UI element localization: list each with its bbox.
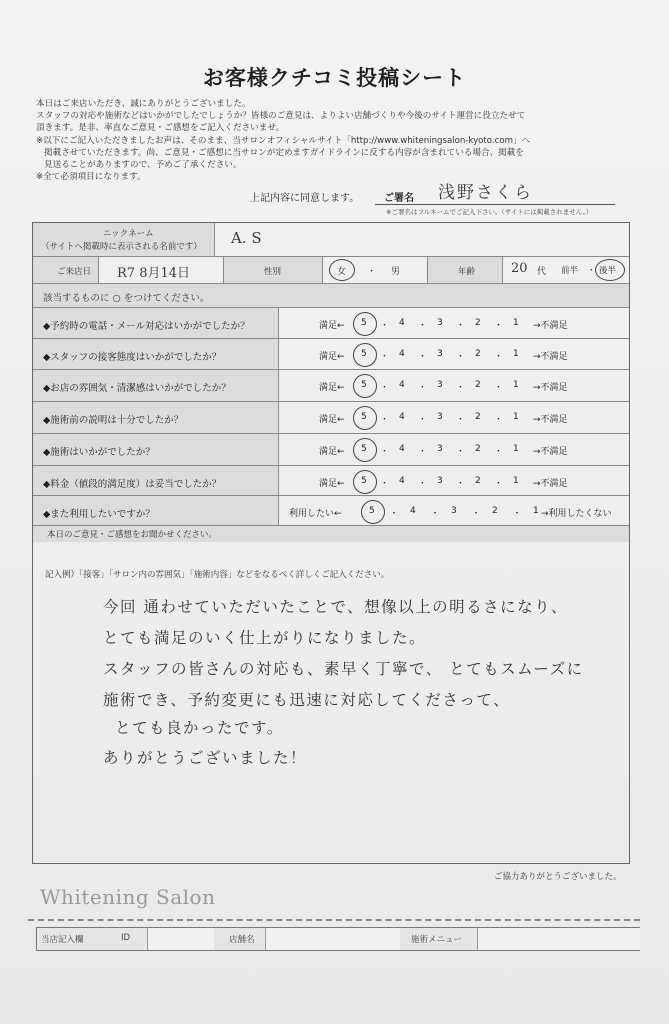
intro-line: 見送ることがありますので、予めご了承ください。	[44, 160, 242, 171]
rating-separator: ・	[471, 509, 481, 519]
rating-separator: ・	[494, 479, 504, 489]
scale-right-label: →不満足	[533, 479, 568, 489]
rating-selected-circle	[353, 470, 377, 494]
comment-line: とても良かったです。	[115, 719, 284, 737]
comment-line: 施術でき、予約変更にも迅速に対応してくださって、	[103, 691, 511, 709]
scale-left-label: 満足←	[319, 383, 345, 393]
visit-date-field[interactable]: R7 8月14日	[117, 266, 191, 281]
rating-option-2[interactable]: 2	[475, 380, 481, 390]
rating-separator: ・	[430, 509, 440, 519]
rating-option-3[interactable]: 3	[437, 349, 443, 359]
age-unit: 代	[537, 267, 547, 277]
visit-row	[33, 256, 629, 284]
question-row	[33, 495, 629, 526]
gender-label: 性別	[223, 257, 323, 284]
rating-selected-circle	[353, 343, 377, 367]
rating-selected-circle	[353, 438, 377, 462]
id-field[interactable]	[147, 928, 214, 950]
question-label-cell	[33, 466, 279, 497]
signature-field[interactable]: 浅野さくら	[438, 183, 533, 203]
question-label-cell	[33, 434, 279, 465]
age-options	[503, 257, 629, 284]
rating-option-1[interactable]: 1	[513, 412, 519, 422]
question-text: ◆施術はいかがでしたか？	[43, 447, 155, 458]
rating-separator: ・	[456, 383, 466, 393]
rating-option-4[interactable]: 4	[399, 412, 405, 422]
nickname-label-cell	[33, 223, 215, 256]
scale-right-label: →不満足	[533, 321, 568, 331]
rating-option-4[interactable]: 4	[399, 476, 405, 486]
rating-option-1[interactable]: 1	[513, 349, 519, 359]
salon-logo: Whitening Salon	[40, 885, 216, 909]
rating-separator: ・	[494, 321, 504, 331]
signature-note: ※ご署名はフルネームでご記入下さい。（サイトには掲載されません。）	[386, 208, 593, 216]
scale-left-label: 満足←	[319, 447, 345, 457]
question-text: ◆お店の雰囲気・清潔感はいかがでしたか？	[43, 383, 231, 394]
intro-line: ※以下にご記入いただきましたお声は、そのまま、当サロンオフィシャルサイト「http://www.whiteningsalon-kyoto.com」へ	[36, 135, 531, 146]
scale-right-label: →不満足	[533, 415, 568, 425]
rating-option-1[interactable]: 1	[513, 444, 519, 454]
cut-line	[28, 919, 640, 921]
rating-option-3[interactable]: 3	[437, 476, 443, 486]
age-separator: ・	[587, 266, 596, 276]
menu-label: 施術メニュー	[411, 935, 463, 945]
rating-option-3[interactable]: 3	[437, 444, 443, 454]
rating-option-4[interactable]: 4	[399, 318, 405, 328]
rating-separator: ・	[456, 415, 466, 425]
rating-separator: ・	[380, 321, 390, 331]
question-label-cell	[33, 308, 279, 339]
question-text: ◆また利用したいですか？	[43, 509, 155, 520]
question-label-cell	[33, 370, 279, 401]
scale-left-label: 満足←	[319, 415, 345, 425]
rating-option-5[interactable]: 5	[361, 318, 367, 328]
rating-option-1[interactable]: 1	[533, 506, 539, 516]
rating-option-4[interactable]: 4	[410, 506, 416, 516]
age-label: 年齢	[427, 257, 503, 284]
signature-label: ご署名	[384, 193, 414, 204]
rating-option-5[interactable]: 5	[369, 506, 375, 516]
scale-left-label: 利用したい←	[289, 509, 342, 519]
rating-option-1[interactable]: 1	[513, 318, 519, 328]
menu-field[interactable]	[477, 928, 640, 950]
question-label-cell	[33, 402, 279, 433]
question-text: ◆料金（値段的満足度）は妥当でしたか？	[43, 479, 222, 490]
rating-selected-circle	[353, 312, 377, 336]
comment-line: スタッフの皆さんの対応も、素早く丁寧で、 とてもスムーズに	[103, 660, 584, 678]
rating-separator: ・	[380, 415, 390, 425]
nickname-row	[33, 223, 629, 256]
gender-selected-circle	[329, 259, 355, 281]
rating-separator: ・	[418, 321, 428, 331]
store-field[interactable]	[265, 928, 400, 950]
question-label-cell	[33, 339, 279, 370]
rating-option-3[interactable]: 3	[437, 380, 443, 390]
scale-right-label: →不満足	[533, 447, 568, 457]
intro-line: スタッフの対応や施術などはいかがでしたでしょうか？皆様のご意見は、よりよい店舗づくりや今後のサイト運営に役立たせて	[36, 111, 526, 122]
rating-separator: ・	[380, 383, 390, 393]
rating-separator: ・	[456, 321, 466, 331]
survey-table	[32, 222, 630, 542]
staff-use-footer	[36, 927, 640, 951]
rating-separator: ・	[380, 479, 390, 489]
signature-underline	[375, 204, 615, 205]
id-label: ID	[121, 933, 131, 943]
gender-options	[323, 257, 427, 284]
rating-option-4[interactable]: 4	[399, 380, 405, 390]
age-field[interactable]: 20	[511, 261, 528, 276]
rating-separator: ・	[389, 509, 399, 519]
rating-separator: ・	[494, 415, 504, 425]
comment-line: 今回 通わせていただいたことで、想像以上の明るさになり、	[103, 598, 569, 616]
rating-option-3[interactable]: 3	[451, 506, 457, 516]
question-text: ◆施術前の説明は十分でしたか？	[43, 415, 184, 426]
rating-option-5[interactable]: 5	[361, 380, 367, 390]
question-text: ◆スタッフの接客態度はいかがでしたか？	[43, 352, 222, 363]
instruction-row	[33, 283, 629, 308]
rating-separator: ・	[512, 509, 522, 519]
rating-separator: ・	[494, 447, 504, 457]
comments-example: 記入例）「接客」「サロン内の雰囲気」「施術内容」などをなるべく詳しくご記入ください。	[45, 570, 390, 580]
rating-option-5[interactable]: 5	[361, 349, 367, 359]
rating-separator: ・	[380, 352, 390, 362]
question-row	[33, 307, 629, 339]
gender-male-option[interactable]: 男	[391, 267, 401, 277]
question-label-cell	[33, 496, 279, 526]
rating-option-5[interactable]: 5	[361, 476, 367, 486]
rating-separator: ・	[418, 352, 428, 362]
visit-date-label: ご来店日	[33, 257, 99, 284]
comments-header: 本日のご意見・ご感想をお聞かせください。	[47, 530, 218, 540]
rating-separator: ・	[494, 352, 504, 362]
rating-separator: ・	[456, 447, 466, 457]
question-row	[33, 369, 629, 401]
intro-line: 掲載させていただきます。尚、ご意見・ご感想に当サロンが定めますガイドラインに反する内容が含まれている場合、掲載を	[44, 147, 524, 158]
scale-right-label: →不満足	[533, 383, 568, 393]
question-row	[33, 433, 629, 465]
agree-text: 上記内容に同意します。	[250, 193, 360, 204]
rating-separator: ・	[456, 479, 466, 489]
rating-selected-circle	[353, 406, 377, 430]
sheet-title: お客様クチコミ投稿シート	[202, 66, 467, 90]
rating-option-4[interactable]: 4	[399, 349, 405, 359]
nickname-label: ニックネーム	[103, 229, 154, 239]
intro-text	[36, 98, 636, 183]
scale-right-label: →不満足	[533, 352, 568, 362]
rating-separator: ・	[494, 383, 504, 393]
comment-line: ありがとうございました！	[103, 749, 308, 767]
age-second-half-option[interactable]: 後半	[599, 266, 617, 276]
rating-selected-circle	[361, 500, 385, 524]
question-row	[33, 465, 629, 497]
store-label: 店舗名	[229, 935, 255, 945]
rating-option-1[interactable]: 1	[513, 380, 519, 390]
intro-line: ※全て必須項目になります。	[36, 172, 146, 183]
age-first-half-option[interactable]: 前半	[561, 266, 579, 276]
comment-line: とても満足のいく仕上がりになりました。	[103, 629, 427, 647]
rating-option-2[interactable]: 2	[475, 444, 481, 454]
rating-option-2[interactable]: 2	[475, 349, 481, 359]
rating-separator: ・	[380, 447, 390, 457]
rating-option-4[interactable]: 4	[399, 444, 405, 454]
rating-option-3[interactable]: 3	[437, 412, 443, 422]
rating-option-3[interactable]: 3	[437, 318, 443, 328]
rating-separator: ・	[456, 352, 466, 362]
rating-option-2[interactable]: 2	[475, 318, 481, 328]
staff-use-label: 当店記入欄	[41, 935, 84, 945]
comments-box[interactable]	[32, 540, 630, 864]
instruction-text: 該当するものに ○ をつけてください。	[43, 293, 210, 304]
nickname-field[interactable]: A. S	[231, 229, 262, 247]
thanks-text: ご協力ありがとうございました。	[494, 872, 622, 882]
question-text: ◆予約時の電話・メール対応はいかがでしたか？	[43, 321, 250, 332]
rating-option-2[interactable]: 2	[475, 476, 481, 486]
rating-option-5[interactable]: 5	[361, 412, 367, 422]
gender-separator: ・	[367, 267, 377, 277]
rating-option-5[interactable]: 5	[361, 444, 367, 454]
scale-left-label: 満足←	[319, 479, 345, 489]
question-row	[33, 338, 629, 370]
rating-option-2[interactable]: 2	[492, 506, 498, 516]
gender-female-option[interactable]: 女	[337, 267, 347, 277]
rating-separator: ・	[418, 415, 428, 425]
intro-line: 本日はご来店いただき、誠にありがとうございました。	[36, 99, 251, 109]
question-row	[33, 401, 629, 433]
intro-line: 頂きます。是非、率直なご意見・ご感想をご記入くださいませ。	[36, 123, 285, 134]
rating-separator: ・	[418, 383, 428, 393]
scale-left-label: 満足←	[319, 352, 345, 362]
rating-separator: ・	[418, 479, 428, 489]
rating-separator: ・	[418, 447, 428, 457]
rating-selected-circle	[353, 374, 377, 398]
scale-right-label: →利用したくない	[541, 509, 612, 519]
nickname-sublabel: （サイトへ掲載時に表示される名前です）	[41, 242, 202, 252]
rating-option-2[interactable]: 2	[475, 412, 481, 422]
rating-option-1[interactable]: 1	[513, 476, 519, 486]
scale-left-label: 満足←	[319, 321, 345, 331]
age-selected-circle	[595, 259, 625, 281]
